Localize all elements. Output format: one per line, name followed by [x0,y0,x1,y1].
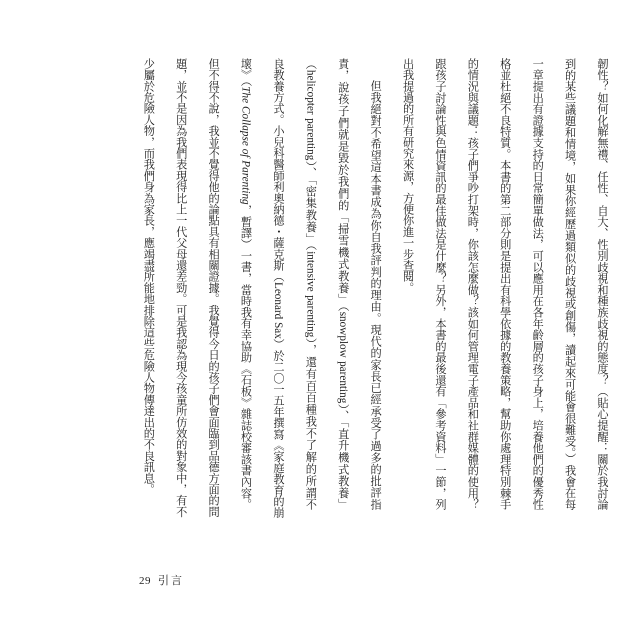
text-line [229,58,261,510]
text-segment: ，暫譯）一書，當時我有幸協助《石板》雜誌校審該書內容。 [239,204,252,510]
page-footer [139,572,184,588]
text-line: 格並杜絕不良特質。本書的第二部分則是提出有科學依據的教養策略，幫助你處理特別棘手 [498,58,511,510]
text-line: 跟孩子討論性與色情資訊的最佳做法是什麼？另外，本書的最後還有「參考資料」一節，列 [433,58,446,510]
running-head: 引言 [158,575,184,587]
text-line: （helicopter parenting）、「密集教養」（intensive parenting），還有百百種我不了解的所謂不 [304,58,317,510]
text-line: 到的某些議題和情境，如果你經歷過類似的歧視或創傷，讀起來可能會很難受。）我會在每 [563,58,576,510]
book-title: The Collapse of Parenting [239,86,252,205]
text-line: 但我絕對不希望這本書成為你自我評判的理由。現代的家長已經承受了過多的批評指 [369,80,382,510]
text-line: 責，說孩子們就是毀於我們的「掃雪機式教養」（snowplow parenting）、「直升機式教養」 [336,58,349,510]
text-line: 少屬於危險人物，而我們身為家長，應竭盡所能地排除這些危險人物傳達出的不良訊息。 [142,58,155,495]
text-line: 一章提出有證據支持的日常簡單做法，可以應用在各年齡層的孩子身上，培養他們的優秀性 [531,58,544,510]
text-segment: 壞》（ [239,58,252,87]
text-line: 但不得不說，我並不覺得他的論點具有相關證據。我覺得今日的孩子們會面臨到品德方面的問 [207,58,220,518]
text-line: 出我提過的所有研究來源，方便你進一步查閱。 [401,58,414,294]
text-line: 韌性？如何化解無禮、任性、自大、性別歧視和種族歧視的態度？（貼心提醒：關於我討論 [596,58,608,510]
body-text [132,58,618,519]
page-number: 29 [139,575,151,587]
text-line: 的情況與議題：孩子們爭吵打架時，你該怎麼做？該如何管理電子產品和社群媒體的使用？ [466,58,479,510]
text-line: 良教養方式。小兒科醫師利奧納德・薩克斯（Leonard Sax）於二〇一五年撰寫《家庭教育的崩 [271,58,284,519]
text-line: 題，並不是因為我們表現得比上一代父母還差勁。可是我認為現今孩童所仿效的對象中，有不 [174,58,187,518]
